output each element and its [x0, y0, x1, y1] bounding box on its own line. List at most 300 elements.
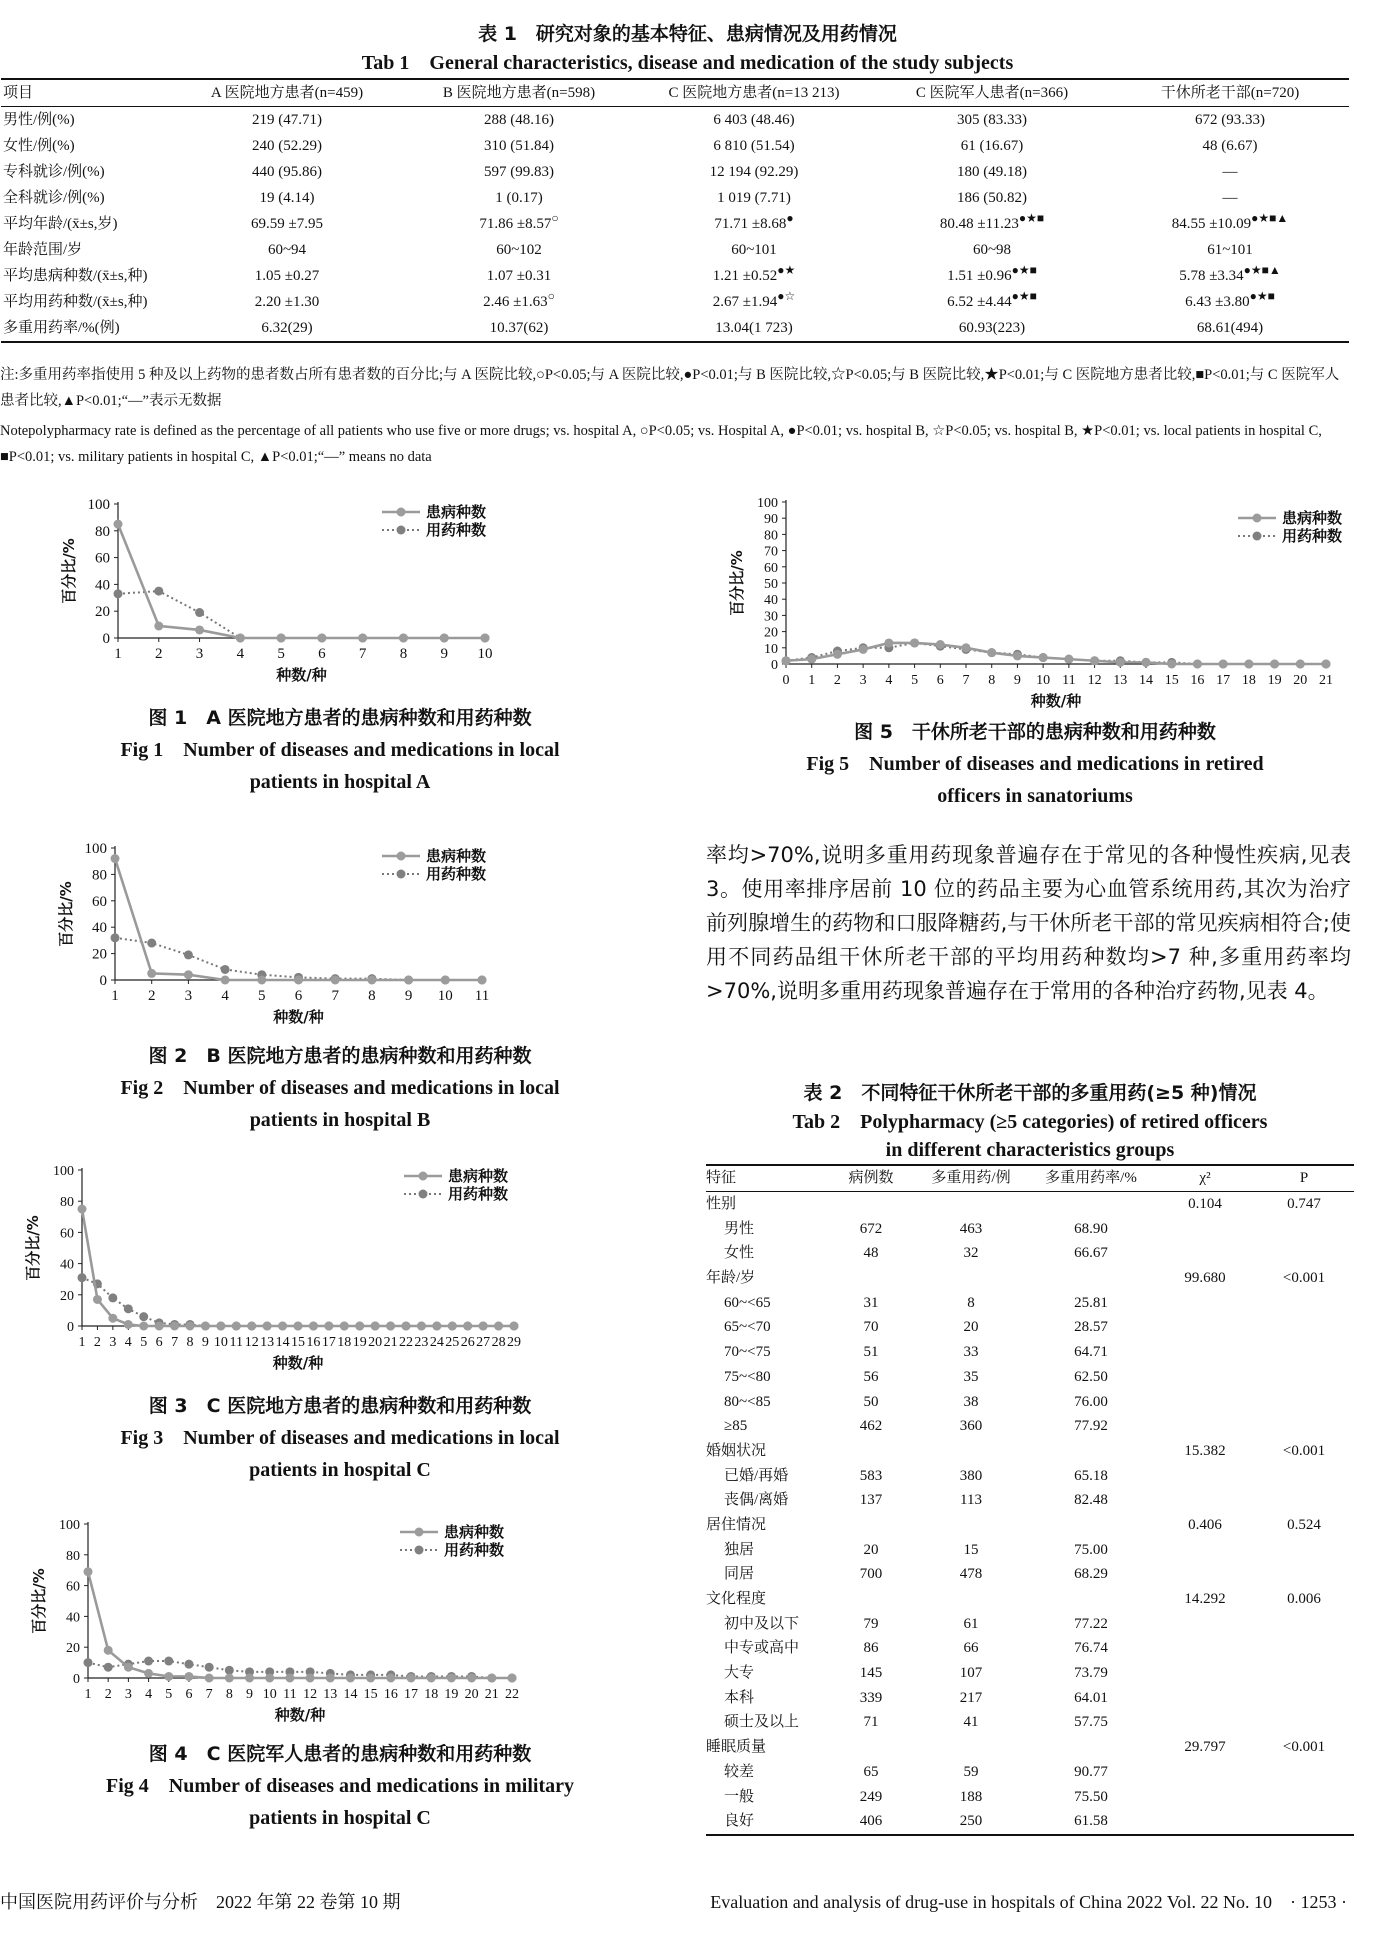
medication-data-point	[124, 1304, 133, 1313]
table-row	[706, 1414, 1354, 1439]
table-cell: 137	[859, 1492, 883, 1509]
disease-data-point	[910, 638, 919, 647]
x-tick-label: 15	[291, 1335, 305, 1350]
disease-data-point	[1090, 656, 1099, 665]
table-row	[706, 1537, 1354, 1562]
table-cell	[1156, 1340, 1254, 1365]
cell-value: 84.55 ±10.09	[1171, 216, 1252, 232]
x-tick-label: 6	[294, 988, 303, 1004]
x-tick-label: 4	[145, 1687, 153, 1702]
x-tick-label: 22	[505, 1687, 519, 1702]
table-1-header-cell: 干休所老干部(n=720)	[1111, 79, 1349, 107]
table-cell: 90.77	[1074, 1763, 1108, 1780]
table-cell	[403, 107, 635, 134]
x-tick-label: 10	[262, 1687, 277, 1702]
table-cell: 82.48	[1074, 1492, 1108, 1509]
table-cell	[1156, 1661, 1254, 1686]
table-cell	[171, 211, 403, 237]
table-cell: 女性	[724, 1245, 755, 1262]
significance-marker: ●★■	[1011, 289, 1037, 303]
table-cell: 73.79	[1074, 1665, 1108, 1682]
table-row	[706, 1685, 1354, 1710]
table-cell: 0.747	[1287, 1196, 1321, 1213]
table-cell: 31	[863, 1294, 879, 1311]
medication-data-point	[195, 608, 204, 617]
table-cell: 本科	[724, 1689, 755, 1706]
disease-data-point	[164, 1672, 173, 1681]
table-cell: 339	[859, 1689, 883, 1706]
x-tick-label: 18	[424, 1687, 439, 1702]
y-tick-label: 80	[60, 1195, 74, 1211]
figure-4-caption-cn: 图 4 C 医院军人患者的患病种数和用药种数	[148, 1743, 532, 1765]
disease-data-point	[346, 1674, 355, 1683]
table-row	[1, 107, 1349, 134]
table-row	[1, 211, 1349, 237]
table-cell: 68.29	[1074, 1566, 1108, 1583]
x-tick-label: 20	[464, 1687, 479, 1702]
table-cell	[635, 133, 873, 159]
y-tick-label: 50	[764, 577, 778, 592]
x-tick-label: 23	[414, 1335, 429, 1350]
table-cell: 初中及以下	[724, 1615, 800, 1632]
disease-data-point	[494, 1322, 503, 1331]
medication-data-point	[184, 1660, 193, 1669]
y-tick-label: 0	[99, 973, 107, 989]
legend-label: 用药种数	[426, 865, 487, 883]
table-group-row	[706, 1439, 1354, 1464]
y-tick-label: 100	[59, 1518, 80, 1533]
table-cell	[873, 159, 1111, 185]
table-cell: 性别	[706, 1196, 737, 1213]
table-cell: 75~<80	[724, 1368, 771, 1385]
x-tick-label: 16	[1190, 673, 1205, 688]
disease-data-point	[366, 1674, 375, 1683]
x-tick-label: 12	[244, 1335, 259, 1350]
table-row	[1, 263, 1349, 289]
cell-value: 13.04(1 723)	[715, 320, 793, 336]
significance-marker: ●★■▲	[1243, 263, 1281, 277]
x-tick-label: 13	[323, 1687, 338, 1702]
figure-1-chart	[40, 480, 640, 702]
y-tick-label: 100	[53, 1164, 74, 1179]
disease-data-point	[111, 854, 120, 863]
x-tick-label: 4	[221, 988, 229, 1004]
x-tick-label: 19	[352, 1335, 367, 1350]
x-tick-label: 7	[962, 673, 970, 688]
table-cell: 75.50	[1074, 1788, 1108, 1805]
table-cell	[1156, 1685, 1254, 1710]
disease-data-point	[114, 520, 123, 529]
table-1-header-cell: A 医院地方患者(n=459)	[171, 79, 403, 107]
table-cell	[916, 1587, 1026, 1612]
table-cell	[826, 1191, 916, 1216]
disease-data-point	[309, 1322, 318, 1331]
disease-data-point	[467, 1674, 476, 1683]
y-tick-label: 40	[92, 920, 107, 937]
disease-data-point	[1167, 660, 1176, 669]
table-cell: 65	[863, 1763, 879, 1780]
disease-data-point	[144, 1669, 153, 1678]
disease-data-point	[147, 969, 156, 978]
table-cell	[1111, 211, 1349, 237]
legend-label: 患病种数	[444, 1523, 505, 1541]
table-2-caption-en: Tab 2 Polypharmacy (≥5 categories) of retired officers	[792, 1111, 1268, 1133]
disease-data-point	[201, 1322, 210, 1331]
disease-data-point	[1013, 651, 1022, 660]
disease-data-point	[1270, 660, 1279, 669]
table-1-header-cell: B 医院地方患者(n=598)	[403, 79, 635, 107]
table-cell	[1111, 107, 1349, 134]
table-cell: 14.292	[1184, 1591, 1226, 1608]
x-tick-label: 7	[205, 1687, 213, 1702]
cell-value: 6 403 (48.46)	[713, 112, 795, 128]
disease-data-point	[306, 1674, 315, 1683]
table-cell: 62.50	[1074, 1368, 1108, 1385]
table-1-header-cell: 项目	[1, 79, 171, 107]
figure-5-caption-en-2: officers in sanatoriums	[937, 785, 1133, 807]
x-tick-label: 5	[277, 646, 285, 662]
table-cell	[1111, 159, 1349, 185]
figure-4-chart	[30, 1502, 660, 1738]
x-tick-label: 12	[303, 1687, 318, 1702]
cell-value: 597 (99.83)	[484, 164, 554, 180]
x-tick-label: 9	[1013, 673, 1021, 688]
legend-label: 用药种数	[448, 1185, 509, 1203]
y-tick-label: 10	[764, 641, 778, 657]
table-cell: 76.74	[1074, 1640, 1108, 1657]
disease-data-point	[367, 976, 376, 985]
legend-marker	[415, 1528, 424, 1537]
y-tick-label: 60	[66, 1579, 80, 1595]
table-cell: 48	[863, 1245, 879, 1262]
table-cell	[916, 1266, 1026, 1291]
table-cell: 75.00	[1074, 1541, 1108, 1558]
x-tick-label: 10	[213, 1335, 228, 1350]
x-tick-label: 26	[460, 1335, 475, 1350]
table-cell: 463	[959, 1220, 983, 1237]
x-tick-label: 28	[491, 1335, 506, 1350]
table-cell	[1254, 1685, 1354, 1710]
table-cell	[1254, 1562, 1354, 1587]
y-tick-label: 40	[95, 577, 110, 594]
disease-data-point	[358, 634, 367, 643]
disease-data-point	[355, 1322, 364, 1331]
table-row	[706, 1365, 1354, 1390]
disease-data-point	[326, 1674, 335, 1683]
x-tick-label: 18	[337, 1335, 352, 1350]
table-cell: 59	[963, 1763, 979, 1780]
disease-data-point	[225, 1674, 234, 1683]
x-tick-label: 2	[147, 988, 156, 1004]
x-tick-label: 13	[1113, 673, 1128, 688]
disease-data-point	[155, 1322, 164, 1331]
disease-data-point	[221, 976, 230, 985]
table-cell: 145	[859, 1665, 883, 1682]
legend-label: 患病种数	[426, 847, 487, 865]
table-row	[706, 1290, 1354, 1315]
table-2-header-cell: 病例数	[826, 1165, 916, 1191]
y-tick-label: 80	[95, 523, 110, 540]
x-tick-label: 8	[186, 1335, 194, 1350]
x-tick-label: 20	[368, 1335, 383, 1350]
x-tick-label: 5	[165, 1687, 173, 1702]
table-cell: 同居	[724, 1566, 755, 1583]
legend-marker	[415, 1546, 424, 1555]
y-tick-label: 90	[764, 512, 778, 528]
medication-data-point	[139, 1312, 148, 1321]
cell-value: 1.05 ±0.27	[254, 268, 320, 284]
cell-value: 1.21 ±0.52	[712, 268, 778, 284]
disease-data-point	[371, 1322, 380, 1331]
y-tick-label: 40	[60, 1257, 74, 1273]
y-tick-label: 0	[771, 658, 778, 673]
table-cell	[403, 133, 635, 159]
table-row	[706, 1760, 1354, 1785]
disease-count-line	[118, 524, 485, 638]
row-label: 男性/例(%)	[3, 112, 75, 128]
row-label: 平均用药种数/(x̄±s,种)	[3, 294, 148, 310]
disease-data-point	[154, 621, 163, 630]
table-cell	[1254, 1414, 1354, 1439]
cell-value: 69.59 ±7.95	[251, 216, 323, 232]
x-tick-label: 22	[399, 1335, 413, 1350]
table-cell: 64.71	[1074, 1344, 1108, 1361]
y-tick-label: 80	[92, 867, 107, 884]
disease-data-point	[285, 1674, 294, 1683]
x-tick-label: 9	[246, 1687, 254, 1702]
x-axis-label: 种数/种	[274, 1706, 326, 1724]
table-cell: 25.81	[1074, 1294, 1108, 1311]
table-row	[706, 1661, 1354, 1686]
table-cell: 20	[963, 1319, 979, 1336]
significance-marker: ●★■	[1249, 289, 1275, 303]
table-cell: 478	[959, 1566, 983, 1583]
table-cell: 672	[859, 1220, 883, 1237]
figure-1-caption-cn: 图 1 A 医院地方患者的患病种数和用药种数	[148, 707, 532, 729]
table-cell: ≥85	[724, 1418, 748, 1435]
cell-value: 1 019 (7.71)	[717, 190, 791, 206]
table-cell: 15	[963, 1541, 979, 1558]
x-tick-label: 19	[444, 1687, 459, 1702]
x-tick-label: 17	[321, 1335, 336, 1350]
x-tick-label: 3	[859, 673, 867, 688]
x-tick-label: 10	[1036, 673, 1051, 688]
disease-data-point	[1116, 658, 1125, 667]
figure-3-caption-en: Fig 3 Number of diseases and medications in local	[120, 1427, 560, 1449]
table-cell	[171, 289, 403, 315]
x-tick-label: 6	[318, 646, 326, 662]
disease-data-point	[84, 1567, 93, 1576]
table-cell: 较差	[724, 1763, 755, 1780]
x-tick-label: 27	[476, 1335, 491, 1350]
y-tick-label: 20	[92, 946, 107, 963]
table-cell: 0.406	[1188, 1516, 1222, 1533]
table-cell	[1156, 1365, 1254, 1390]
x-tick-label: 8	[368, 988, 376, 1004]
footer-journal-cn: 中国医院用药评价与分析 2022 年第 22 卷第 10 期	[0, 1892, 401, 1912]
table-cell: 65~<70	[724, 1319, 771, 1336]
table-cell	[1254, 1290, 1354, 1315]
table-cell: 大专	[724, 1665, 755, 1682]
table-row	[1, 315, 1349, 342]
x-tick-label: 2	[93, 1335, 101, 1350]
table-cell	[1026, 1266, 1156, 1291]
table-cell	[1254, 1636, 1354, 1661]
disease-data-point	[399, 634, 408, 643]
disease-data-point	[1064, 655, 1073, 664]
table-cell: 107	[959, 1665, 983, 1682]
table-cell	[826, 1587, 916, 1612]
disease-data-point	[294, 976, 303, 985]
table-row	[706, 1389, 1354, 1414]
table-cell	[916, 1439, 1026, 1464]
x-tick-label: 11	[283, 1687, 297, 1702]
table-cell	[826, 1735, 916, 1760]
disease-data-point	[331, 976, 340, 985]
table-cell: 51	[863, 1344, 879, 1361]
cell-value: 240 (52.29)	[252, 138, 322, 154]
y-tick-label: 60	[764, 560, 778, 576]
disease-data-point	[78, 1205, 87, 1214]
table-cell	[403, 289, 635, 315]
disease-data-point	[195, 625, 204, 634]
cell-value: 6 810 (51.54)	[713, 138, 795, 154]
table-row	[1, 159, 1349, 185]
x-tick-label: 6	[936, 673, 944, 688]
medication-data-point	[147, 939, 156, 948]
table-cell	[1254, 1488, 1354, 1513]
table-cell	[635, 315, 873, 342]
disease-data-point	[441, 976, 450, 985]
footer-journal-en: Evaluation and analysis of drug-use in hospitals of China 2022 Vol. 22 No. 10 · 1253 ·	[710, 1892, 1347, 1912]
x-tick-label: 14	[275, 1335, 290, 1350]
table-cell	[1111, 237, 1349, 263]
disease-data-point	[440, 634, 449, 643]
cell-value: 288 (48.16)	[484, 112, 554, 128]
figure-1	[40, 480, 640, 798]
table-cell	[403, 263, 635, 289]
table-cell: <0.001	[1282, 1270, 1326, 1287]
medication-data-point	[164, 1657, 173, 1666]
cell-value: 2.46 ±1.63	[483, 294, 548, 310]
disease-data-point	[427, 1674, 436, 1683]
y-tick-label: 60	[60, 1226, 74, 1242]
x-tick-label: 16	[306, 1335, 321, 1350]
legend-label: 患病种数	[448, 1167, 509, 1185]
significance-marker: ●★■	[1018, 211, 1045, 225]
x-tick-label: 14	[1139, 673, 1153, 688]
table-cell: 居住情况	[706, 1516, 767, 1533]
table-cell: 700	[859, 1566, 883, 1583]
disease-data-point	[417, 1322, 426, 1331]
disease-data-point	[265, 1674, 274, 1683]
cell-value: 60~102	[496, 242, 542, 258]
x-tick-label: 6	[155, 1335, 163, 1350]
x-tick-label: 8	[399, 646, 408, 662]
x-tick-label: 9	[404, 988, 413, 1004]
cell-value: 6.43 ±3.80	[1185, 294, 1250, 310]
table-cell	[171, 133, 403, 159]
table-row	[1, 289, 1349, 315]
cell-value: 219 (47.71)	[252, 112, 322, 128]
x-tick-label: 10	[477, 646, 493, 662]
table-cell: 380	[959, 1467, 983, 1484]
table-cell	[1254, 1365, 1354, 1390]
disease-data-point	[124, 1663, 133, 1672]
cell-value: 61 (16.67)	[960, 138, 1024, 154]
table-cell	[171, 237, 403, 263]
x-tick-label: 7	[171, 1335, 179, 1350]
table-cell	[826, 1266, 916, 1291]
cell-value: 60~94	[267, 242, 307, 258]
table-cell	[873, 237, 1111, 263]
cell-value: 12 194 (92.29)	[709, 164, 799, 180]
table-row	[1, 133, 1349, 159]
table-cell	[1026, 1513, 1156, 1538]
x-tick-label: 12	[1087, 673, 1102, 688]
disease-data-point	[1193, 660, 1202, 669]
disease-data-point	[481, 634, 490, 643]
cell-value: 180 (49.18)	[957, 164, 1027, 180]
table-group-row	[706, 1266, 1354, 1291]
y-axis-label: 百分比/%	[728, 550, 746, 616]
disease-data-point	[317, 634, 326, 643]
table-1-note-en: Notepolypharmacy rate is defined as the percentage of all patients who use five or more drugs; vs. hospital A, ○P<0.05; vs. Hospital A, ●P<0.01; vs. hospital B, ☆P<0.05; vs. hospital B, ★P<0.01; vs. local patients in hospital C, ■P<0.01; vs. military patients in hospital C, ▲P<0.01;“—” means no data	[0, 423, 1322, 465]
disease-data-point	[962, 643, 971, 652]
x-tick-label: 3	[109, 1335, 117, 1350]
medication-data-point	[78, 1273, 87, 1282]
disease-count-line	[82, 1209, 514, 1326]
table-group-row	[706, 1735, 1354, 1760]
x-tick-label: 11	[229, 1335, 244, 1350]
x-tick-label: 1	[808, 673, 816, 688]
disease-data-point	[257, 976, 266, 985]
table-cell: 35	[963, 1368, 979, 1385]
y-tick-label: 60	[95, 550, 110, 567]
table-cell: <0.001	[1282, 1739, 1326, 1756]
disease-data-point	[1039, 653, 1048, 662]
cell-value: 1.07 ±0.31	[486, 268, 552, 284]
x-tick-label: 24	[429, 1335, 444, 1350]
disease-data-point	[448, 1322, 457, 1331]
disease-data-point	[184, 1672, 193, 1681]
significance-marker: ●	[786, 211, 794, 225]
disease-data-point	[884, 638, 893, 647]
table-row	[706, 1784, 1354, 1809]
x-tick-label: 1	[111, 988, 119, 1004]
cell-value: 440 (95.86)	[252, 164, 322, 180]
y-tick-label: 0	[67, 1320, 74, 1335]
table-cell: 8	[967, 1294, 975, 1311]
y-axis-label: 百分比/%	[57, 881, 75, 947]
x-tick-label: 21	[484, 1687, 499, 1702]
disease-data-point	[463, 1322, 472, 1331]
disease-data-point	[324, 1322, 333, 1331]
table-cell: 113	[960, 1492, 982, 1509]
table-cell: 188	[959, 1788, 983, 1805]
table-cell	[1111, 133, 1349, 159]
disease-data-point	[294, 1322, 303, 1331]
medication-data-point	[154, 587, 163, 596]
legend-label: 用药种数	[1282, 527, 1343, 545]
table-cell: 249	[859, 1788, 883, 1805]
y-tick-label: 40	[66, 1610, 80, 1626]
x-axis-label: 种数/种	[1030, 692, 1082, 710]
table-cell	[1254, 1784, 1354, 1809]
table-group-row	[706, 1513, 1354, 1538]
disease-data-point	[277, 634, 286, 643]
x-tick-label: 11	[1062, 673, 1076, 688]
